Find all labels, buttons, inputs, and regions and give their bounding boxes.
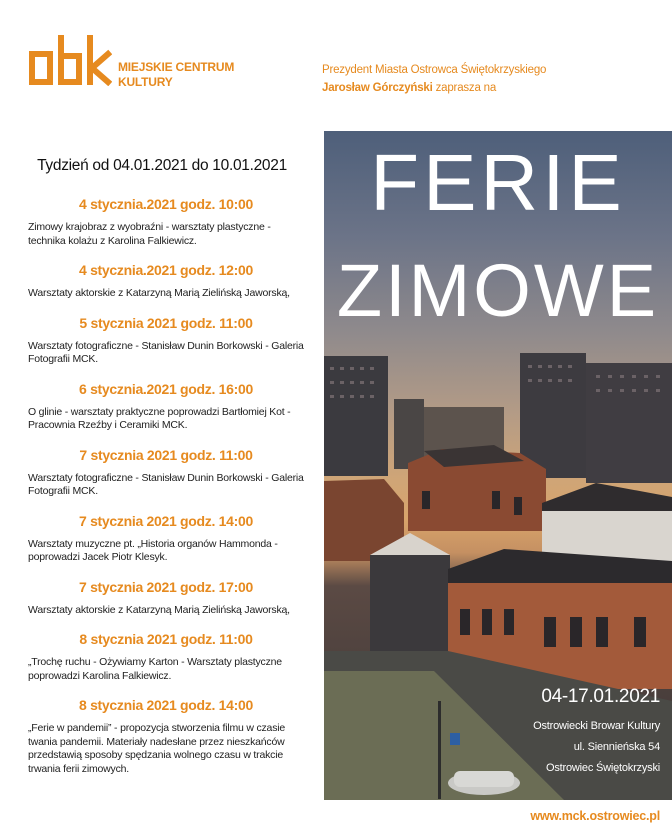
session-description: „Trochę ruchu - Ożywiamy Karton - Warsztaty plastyczne poprowadzi Karolina Falkiewicz.: [28, 656, 282, 682]
session-description: Warsztaty aktorskie z Katarzyną Marią Zielińską Jaworską,: [28, 603, 290, 616]
organizer-name-line2: KULTURY: [118, 75, 173, 89]
session-description: Warsztaty fotograficzne - Stanisław Dunin Borkowski - Galeria Fotografii MCK.: [28, 339, 304, 365]
session-item: [28, 196, 304, 248]
session-date: 4 stycznia.2021 godz. 10:00: [79, 196, 253, 212]
session-item: [28, 579, 304, 618]
invitation: [322, 61, 546, 97]
session-date: 5 stycznia 2021 godz. 11:00: [79, 314, 253, 331]
session-date: 6 stycznia.2021 godz. 16:00: [79, 380, 253, 397]
venue-street: ul. Siennieńska 54: [573, 741, 660, 753]
session-list: [28, 196, 304, 790]
session-description: Warsztaty muzyczne pt. „Historia organów Hammonda - poprowadzi Jacek Piotr Klesyk.: [28, 537, 278, 563]
website-link[interactable]: www.mck.ostrowiec.pl: [530, 809, 660, 823]
poster-title-line2: ZIMOWE: [336, 249, 660, 332]
session-date: 8 stycznia 2021 godz. 11:00: [79, 631, 253, 647]
session-item: [28, 262, 304, 301]
session-description: Warsztaty fotograficzne - Stanisław Dunin Borkowski - Galeria Fotografii MCK.: [28, 471, 304, 497]
mck-logo: [28, 34, 112, 86]
invitation-rest: zaprasza na: [432, 82, 497, 94]
organizer-name-line1: MIEJSKIE CENTRUM: [118, 60, 235, 74]
organizer-name: [118, 60, 234, 90]
venue-city: Ostrowiec Świętokrzyski: [546, 762, 660, 774]
venue-name: Ostrowiecki Browar Kultury: [533, 720, 660, 732]
invitation-host-name: Jarosław Górczyński: [322, 82, 433, 94]
session-date: 7 stycznia 2021 godz. 14:00: [79, 512, 253, 529]
session-item: [28, 381, 304, 433]
venue-address: [533, 716, 660, 779]
session-item: [28, 513, 304, 565]
session-description: Zimowy krajobraz z wyobraźni - warsztaty plastyczne - technika kolażu z Karolina Falkiewicz.: [28, 221, 271, 247]
session-date: 7 stycznia 2021 godz. 17:00: [79, 578, 253, 595]
poster-image: [324, 131, 672, 800]
session-item: [28, 697, 304, 776]
invitation-line1: Prezydent Miasta Ostrowca Świętokrzyskiego: [322, 64, 547, 76]
poster-title-line1: FERIE: [370, 138, 626, 227]
session-item: [28, 447, 304, 499]
week-heading: Tydzień od 04.01.2021 do 10.01.2021: [37, 157, 287, 174]
session-description: Warsztaty aktorskie z Katarzyną Marią Zielińską Jaworską,: [28, 287, 290, 299]
session-date: 4 stycznia.2021 godz. 12:00: [79, 262, 253, 278]
session-item: [28, 631, 304, 683]
session-date: 7 stycznia 2021 godz. 11:00: [79, 446, 253, 463]
session-description: „Ferie w pandemii” - propozycja stworzenia filmu w czasie twania pandemii. Materiały nadesłane przez nieszkańców przedstawią sposoby spędzania wolnego czasu w trakcie trwania ferii zimowych.: [28, 722, 286, 775]
session-item: [28, 315, 304, 367]
event-dates: 04-17.01.2021: [541, 686, 660, 707]
session-date: 8 stycznia 2021 godz. 14:00: [79, 697, 253, 713]
session-description: O glinie - warsztaty praktyczne poprowadzi Bartłomiej Kot - Pracownia Rzeźby i Ceramiki MCK.: [28, 405, 291, 431]
invitation-line2: [322, 79, 546, 97]
